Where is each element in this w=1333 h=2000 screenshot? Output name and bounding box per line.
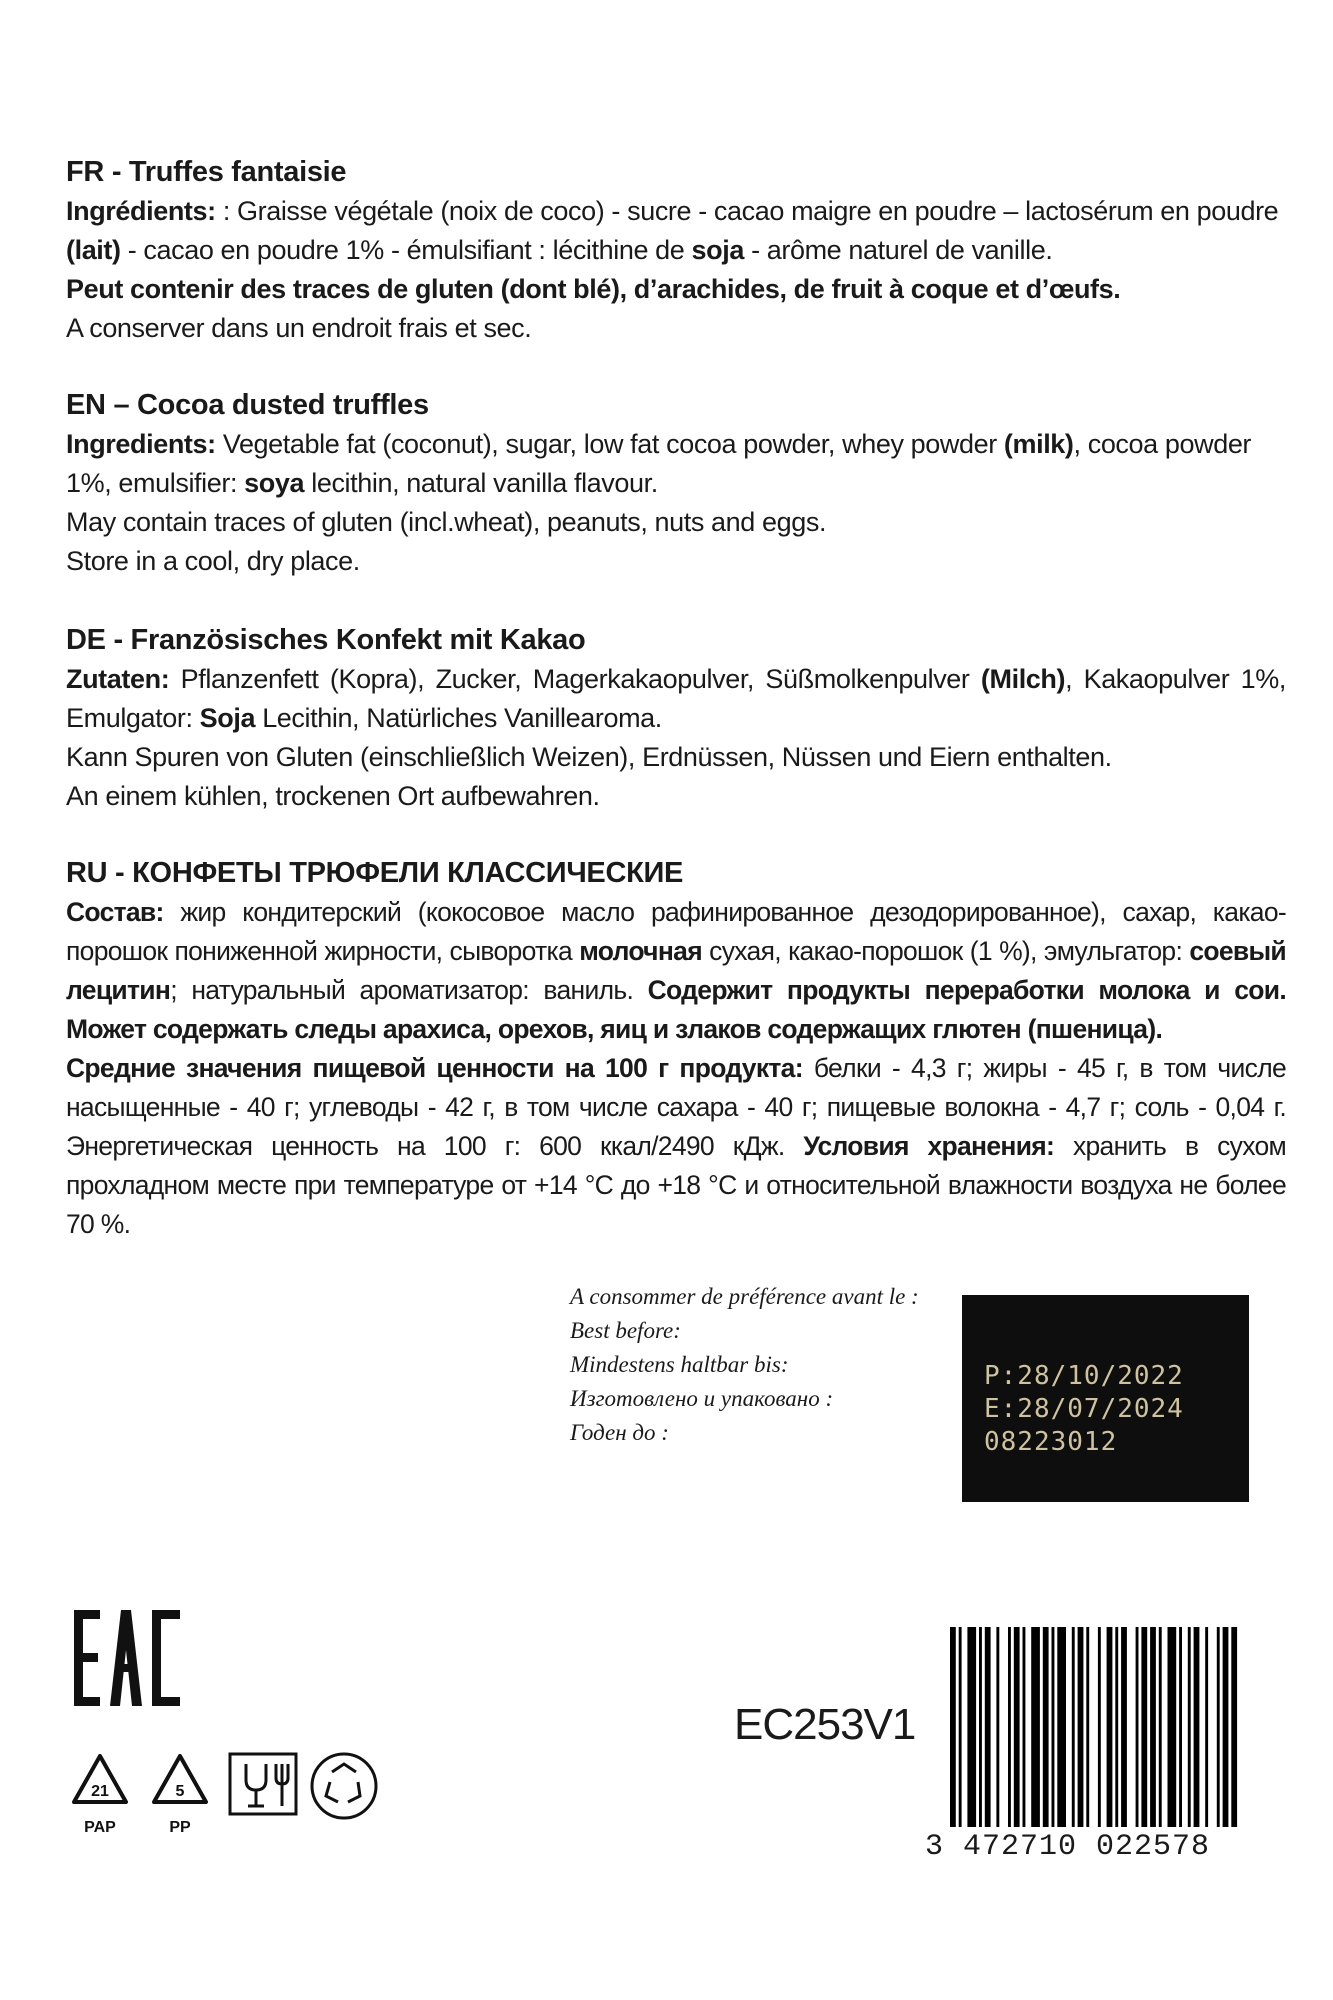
barcode-bar — [950, 1627, 956, 1827]
recycle-code-pp: 5 — [175, 1783, 185, 1800]
ru-storage-label: Условия хранения: — [803, 1131, 1055, 1161]
production-date: P:28/10/2022 — [984, 1361, 1184, 1391]
barcode-bar — [1194, 1627, 1200, 1827]
food-contact-icon — [230, 1754, 296, 1814]
de-ingredients-label: Zutaten: — [66, 664, 170, 694]
en-allergen-soy: soya — [244, 468, 305, 498]
barcode-number: 3 472710 022578 — [925, 1830, 1211, 1864]
ru-composition-2: сухая, какао-порошок (1 %), эмульгатор: — [701, 936, 1190, 966]
barcode-bar — [1168, 1627, 1177, 1827]
de-storage: An einem kühlen, trockenen Ort aufbewahren. — [66, 781, 600, 811]
en-ingredients-label: Ingredients: — [66, 429, 216, 459]
expiry-date: E:28/07/2024 — [984, 1394, 1184, 1424]
ru-composition-label: Состав: — [66, 897, 164, 927]
date-label-ru-until: Годен до : — [570, 1420, 669, 1445]
recycle-label-pp: PP — [169, 1819, 191, 1836]
recycle-circle-icon — [312, 1754, 376, 1818]
recycle-code-pap: 21 — [91, 1783, 109, 1800]
en-ingredients-1: Vegetable fat (coconut), sugar, low fat cocoa powder, whey powder — [215, 429, 1004, 459]
barcode-bar — [1150, 1627, 1156, 1827]
barcode-bar — [1031, 1627, 1040, 1827]
en-storage: Store in a cool, dry place. — [66, 546, 360, 576]
barcode-bar — [1217, 1627, 1220, 1827]
de-ingredients-3: Lecithin, Natürliches Vanillearoma. — [255, 703, 662, 733]
de-traces: Kann Spuren von Gluten (einschließlich Weizen), Erdnüssen, Nüssen und Eiern enthalten. — [66, 742, 1112, 772]
barcode-bar — [1223, 1627, 1229, 1827]
date-print-box — [962, 1295, 1249, 1502]
fr-ingredients — [66, 192, 1286, 270]
de-title: DE - Französisches Konfekt mit Kakao — [66, 624, 586, 656]
barcode-bar — [985, 1627, 991, 1827]
en-traces: May contain traces of gluten (incl.wheat), peanuts, nuts and eggs. — [66, 507, 827, 537]
barcode-bar — [979, 1627, 982, 1827]
fr-ingredients-label: Ingrédients: — [66, 196, 216, 226]
en-title: EN – Cocoa dusted truffles — [66, 389, 429, 421]
de-allergen-milk: (Milch) — [980, 664, 1066, 694]
barcode-bar — [1159, 1627, 1162, 1827]
ru-nutrition-label: Средние значения пищевой ценности на 100 г продукта: — [66, 1053, 803, 1083]
barcode-bar — [1121, 1627, 1127, 1827]
fr-allergen-milk: (lait) — [66, 235, 121, 265]
ru-composition-3: ; натуральный ароматизатор: ваниль. — [170, 975, 648, 1005]
en-ingredients — [66, 425, 1286, 503]
best-before-labels — [570, 1280, 970, 1450]
en-allergen-milk: (milk) — [1003, 429, 1074, 459]
ru-title: RU - КОНФЕТЫ ТРЮФЕЛИ КЛАССИЧЕСКИЕ — [66, 857, 684, 889]
de-allergen-soy: Soja — [199, 703, 256, 733]
barcode-bar — [1078, 1627, 1084, 1827]
barcode-bar — [1136, 1627, 1139, 1827]
barcode-bar — [1188, 1627, 1191, 1827]
barcode-bar — [1107, 1627, 1113, 1827]
ru-composition-1: жир кондитерский (кокосовое масло рафинированное дезодорированное), сахар, какао-порошок пониженной жирности, сыворотка — [66, 897, 1286, 966]
recycle-label-pap: PAP — [84, 1819, 116, 1836]
ru-composition — [66, 893, 1286, 1244]
barcode-bar — [1141, 1627, 1147, 1827]
en-ingredients-2: , cocoa powder 1%, emulsifier: — [66, 429, 1252, 498]
barcode-bar — [1098, 1627, 1101, 1827]
de-ingredients — [66, 660, 1286, 738]
barcode-bar — [1072, 1627, 1075, 1827]
date-codes — [984, 1360, 1184, 1459]
barcode-bar — [1057, 1627, 1066, 1827]
de-ingredients-2: , Kakaopulver 1%, Emulgator: — [66, 664, 1286, 733]
date-label-de: Mindestens haltbar bis: — [570, 1352, 789, 1377]
barcode-bar — [959, 1627, 962, 1827]
barcode-bar — [1086, 1627, 1089, 1827]
fr-storage: A conserver dans un endroit frais et sec. — [66, 313, 532, 343]
section-ru — [66, 853, 1286, 1244]
barcode-bar — [1115, 1627, 1118, 1827]
eac-mark-icon — [74, 1610, 182, 1706]
barcode-bar — [1008, 1627, 1011, 1827]
fr-allergen-soy: soja — [691, 235, 744, 265]
ru-storage-text: хранить в сухом прохладном месте при температуре от +14 °С до +18 °С и относительной влажности воздуха не более 70 %. — [66, 1131, 1286, 1239]
barcode-bar — [1052, 1627, 1055, 1827]
barcode-bar — [1014, 1627, 1020, 1827]
barcode-bar — [967, 1627, 976, 1827]
date-label-en: Best before: — [570, 1318, 681, 1343]
date-label-fr: A consommer de préférence avant le : — [570, 1284, 919, 1309]
barcode-bar — [1205, 1627, 1208, 1827]
barcode-bar — [1023, 1627, 1026, 1827]
barcode-bar — [1043, 1627, 1049, 1827]
section-en — [66, 385, 1286, 581]
en-ingredients-3: lecithin, natural vanilla flavour. — [304, 468, 658, 498]
barcode-bar — [996, 1627, 999, 1827]
de-ingredients-1: Pflanzenfett (Kopra), Zucker, Magerkakaopulver, Süßmolkenpulver — [169, 664, 981, 694]
barcode-bar — [1231, 1627, 1237, 1827]
batch-number: 08223012 — [984, 1427, 1118, 1457]
ru-allergen-soy: соевый лецитин — [66, 936, 1286, 1005]
barcode-bar — [1179, 1627, 1182, 1827]
date-label-ru-made: Изготовлено и упаковано : — [570, 1386, 834, 1411]
fr-traces: Peut contenir des traces de gluten (dont blé), d’arachides, de fruit à coque et d’œufs. — [66, 274, 1121, 304]
ru-allergen-milk: молочная — [579, 936, 702, 966]
section-de — [66, 620, 1286, 816]
ru-allergens: Содержит продукты переработки молока и сои. Может содержать следы арахиса, орехов, яиц и злаков содержащих глютен (пшеница). — [66, 975, 1286, 1044]
fr-title-code: FR — [66, 156, 105, 188]
fr-ingredients-1: : Graisse végétale (noix de coco) - sucre - cacao maigre en poudre – lactosérum en poudre — [215, 196, 1279, 226]
fr-title-text: - Truffes fantaisie — [104, 156, 347, 188]
section-fr — [66, 152, 1286, 348]
barcode-icon — [950, 1627, 1240, 1827]
fr-title — [66, 152, 1286, 192]
fr-ingredients-3: - arôme naturel de vanille. — [743, 235, 1053, 265]
recycling-symbols — [64, 1750, 394, 1850]
fr-ingredients-2: - cacao en poudre 1% - émulsifiant : lécithine de — [120, 235, 692, 265]
ru-nutrition-text: белки - 4,3 г; жиры - 45 г, в том числе насыщенные - 40 г; углеводы - 42 г, в том числе сахара - 40 г; пищевые волокна - 4,7 г; соль - 0,04 г. Энергетическая ценность на 100 г: 600 ккал/2490 кДж. — [66, 1053, 1286, 1161]
product-code: EC253V1 — [734, 1700, 916, 1749]
